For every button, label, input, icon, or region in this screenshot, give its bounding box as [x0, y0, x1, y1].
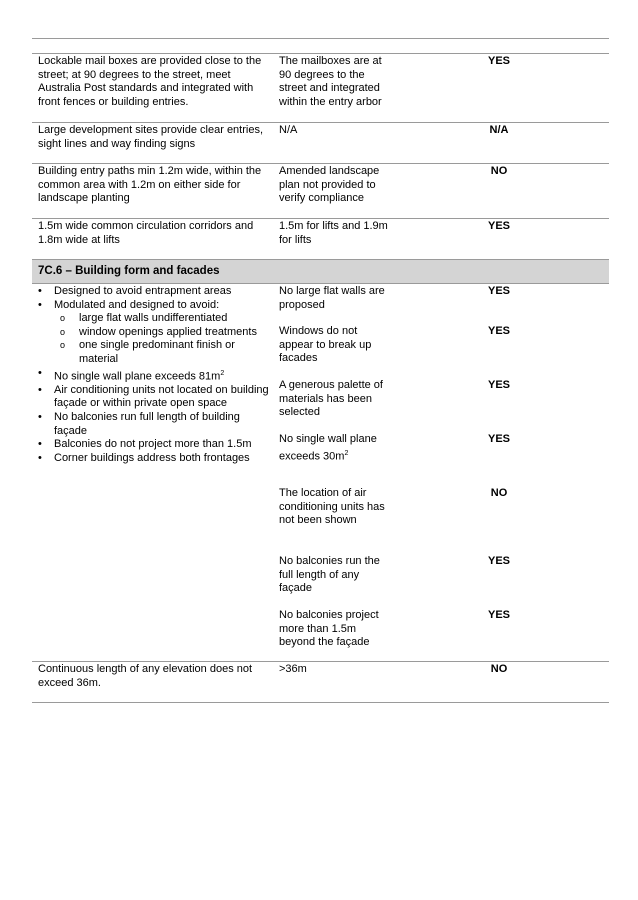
- bullet-text: Designed to avoid entrapment areas: [54, 285, 232, 297]
- table-row: [32, 662, 609, 703]
- comment-block: [279, 285, 389, 312]
- bullet-item: [38, 411, 274, 438]
- comment-text: Windows do not appear to break up facades: [279, 325, 372, 365]
- table-row: [32, 219, 609, 260]
- comment-text: No balconies project more than 1.5m beyond the façade: [279, 609, 379, 649]
- status-cell: NO: [490, 487, 508, 499]
- comment-text: [279, 433, 389, 464]
- comment-text: A generous palette of materials has been selected: [279, 379, 383, 419]
- bullet-item: [38, 452, 274, 466]
- status-cell: YES: [487, 433, 510, 445]
- requirement-cell: Building entry paths min 1.2m wide, within the common area with 1.2m on either side for landscape planting: [38, 165, 262, 205]
- comment-block: [279, 487, 389, 528]
- table-top-row: [32, 38, 609, 54]
- requirement-bullet-list: [38, 367, 274, 466]
- comment-block: [279, 609, 389, 650]
- comment-text: The location of air conditioning units has not been shown: [279, 487, 385, 527]
- bullet-item: [38, 299, 274, 313]
- comment-cell: Amended landscape plan not provided to verify compliance: [279, 165, 380, 205]
- comment-block: [279, 433, 389, 464]
- section-title: 7C.6 – Building form and facades: [38, 265, 220, 277]
- comment-block: [279, 325, 389, 366]
- table-row: [32, 284, 609, 662]
- comment-cell: >36m: [279, 663, 307, 675]
- comment-cell: N/A: [279, 124, 298, 136]
- bullet-item: [38, 384, 274, 411]
- comment-text: No balconies run the full length of any façade: [279, 555, 380, 595]
- bullet-text: No single wall plane exceeds 81m: [54, 370, 221, 383]
- bullet-item: [38, 438, 274, 452]
- superscript: 2: [220, 369, 225, 377]
- comment-text: No large flat walls are proposed: [279, 285, 385, 311]
- bullet-item: [38, 367, 274, 384]
- table-row: [32, 123, 609, 164]
- sub-bullet-item: o one single predominant finish or material: [38, 339, 274, 366]
- status-cell: N/A: [489, 124, 509, 136]
- requirement-cell: 1.5m wide common circulation corridors and 1.8m wide at lifts: [38, 220, 254, 246]
- status-cell: NO: [490, 165, 508, 177]
- compliance-table: [32, 38, 609, 703]
- status-cell: YES: [487, 325, 510, 337]
- comment-cell: 1.5m for lifts and 1.9m for lifts: [279, 220, 388, 246]
- comment-cell: The mailboxes are at 90 degrees to the street and integrated within the entry arbor: [279, 55, 382, 108]
- comment-text-main: No single wall plane exceeds 30m: [279, 433, 377, 463]
- comment-block: [279, 555, 389, 596]
- bullet-text: Modulated and designed to avoid:: [54, 298, 220, 311]
- requirement-cell: [38, 285, 274, 465]
- status-cell: YES: [487, 285, 510, 297]
- bullet-text: Balconies do not project more than 1.5m: [54, 438, 252, 451]
- table-row: [32, 164, 609, 219]
- status-cell: YES: [487, 609, 510, 621]
- requirement-cell: Lockable mail boxes are provided close to the street; at 90 degrees to the street, meet Australia Post standards and integrated with front fences or building entries.: [38, 55, 262, 108]
- status-cell: YES: [487, 555, 510, 567]
- sub-bullet-item: o large flat walls undifferentiated: [38, 312, 274, 326]
- section-header: [32, 260, 609, 284]
- bullet-text: Air conditioning units not located on building façade or within private open space: [54, 383, 269, 410]
- sub-bullet-list: [38, 312, 274, 366]
- bullet-item: [38, 285, 274, 299]
- status-cell: NO: [490, 663, 508, 675]
- status-cell: YES: [487, 55, 510, 67]
- bullet-text: Corner buildings address both frontages: [54, 451, 250, 464]
- status-cell: YES: [487, 379, 510, 391]
- requirement-cell: Continuous length of any elevation does not exceed 36m.: [38, 663, 253, 689]
- sub-bullet-item: o window openings applied treatments: [38, 326, 274, 340]
- status-cell: YES: [487, 220, 510, 232]
- bullet-text: No balconies run full length of building façade: [54, 411, 240, 437]
- requirement-cell: Large development sites provide clear entries, sight lines and way finding signs: [38, 124, 264, 150]
- superscript: 2: [344, 449, 349, 457]
- table-row: [32, 54, 609, 123]
- comment-block: [279, 379, 389, 420]
- requirement-bullet-list: [38, 285, 274, 312]
